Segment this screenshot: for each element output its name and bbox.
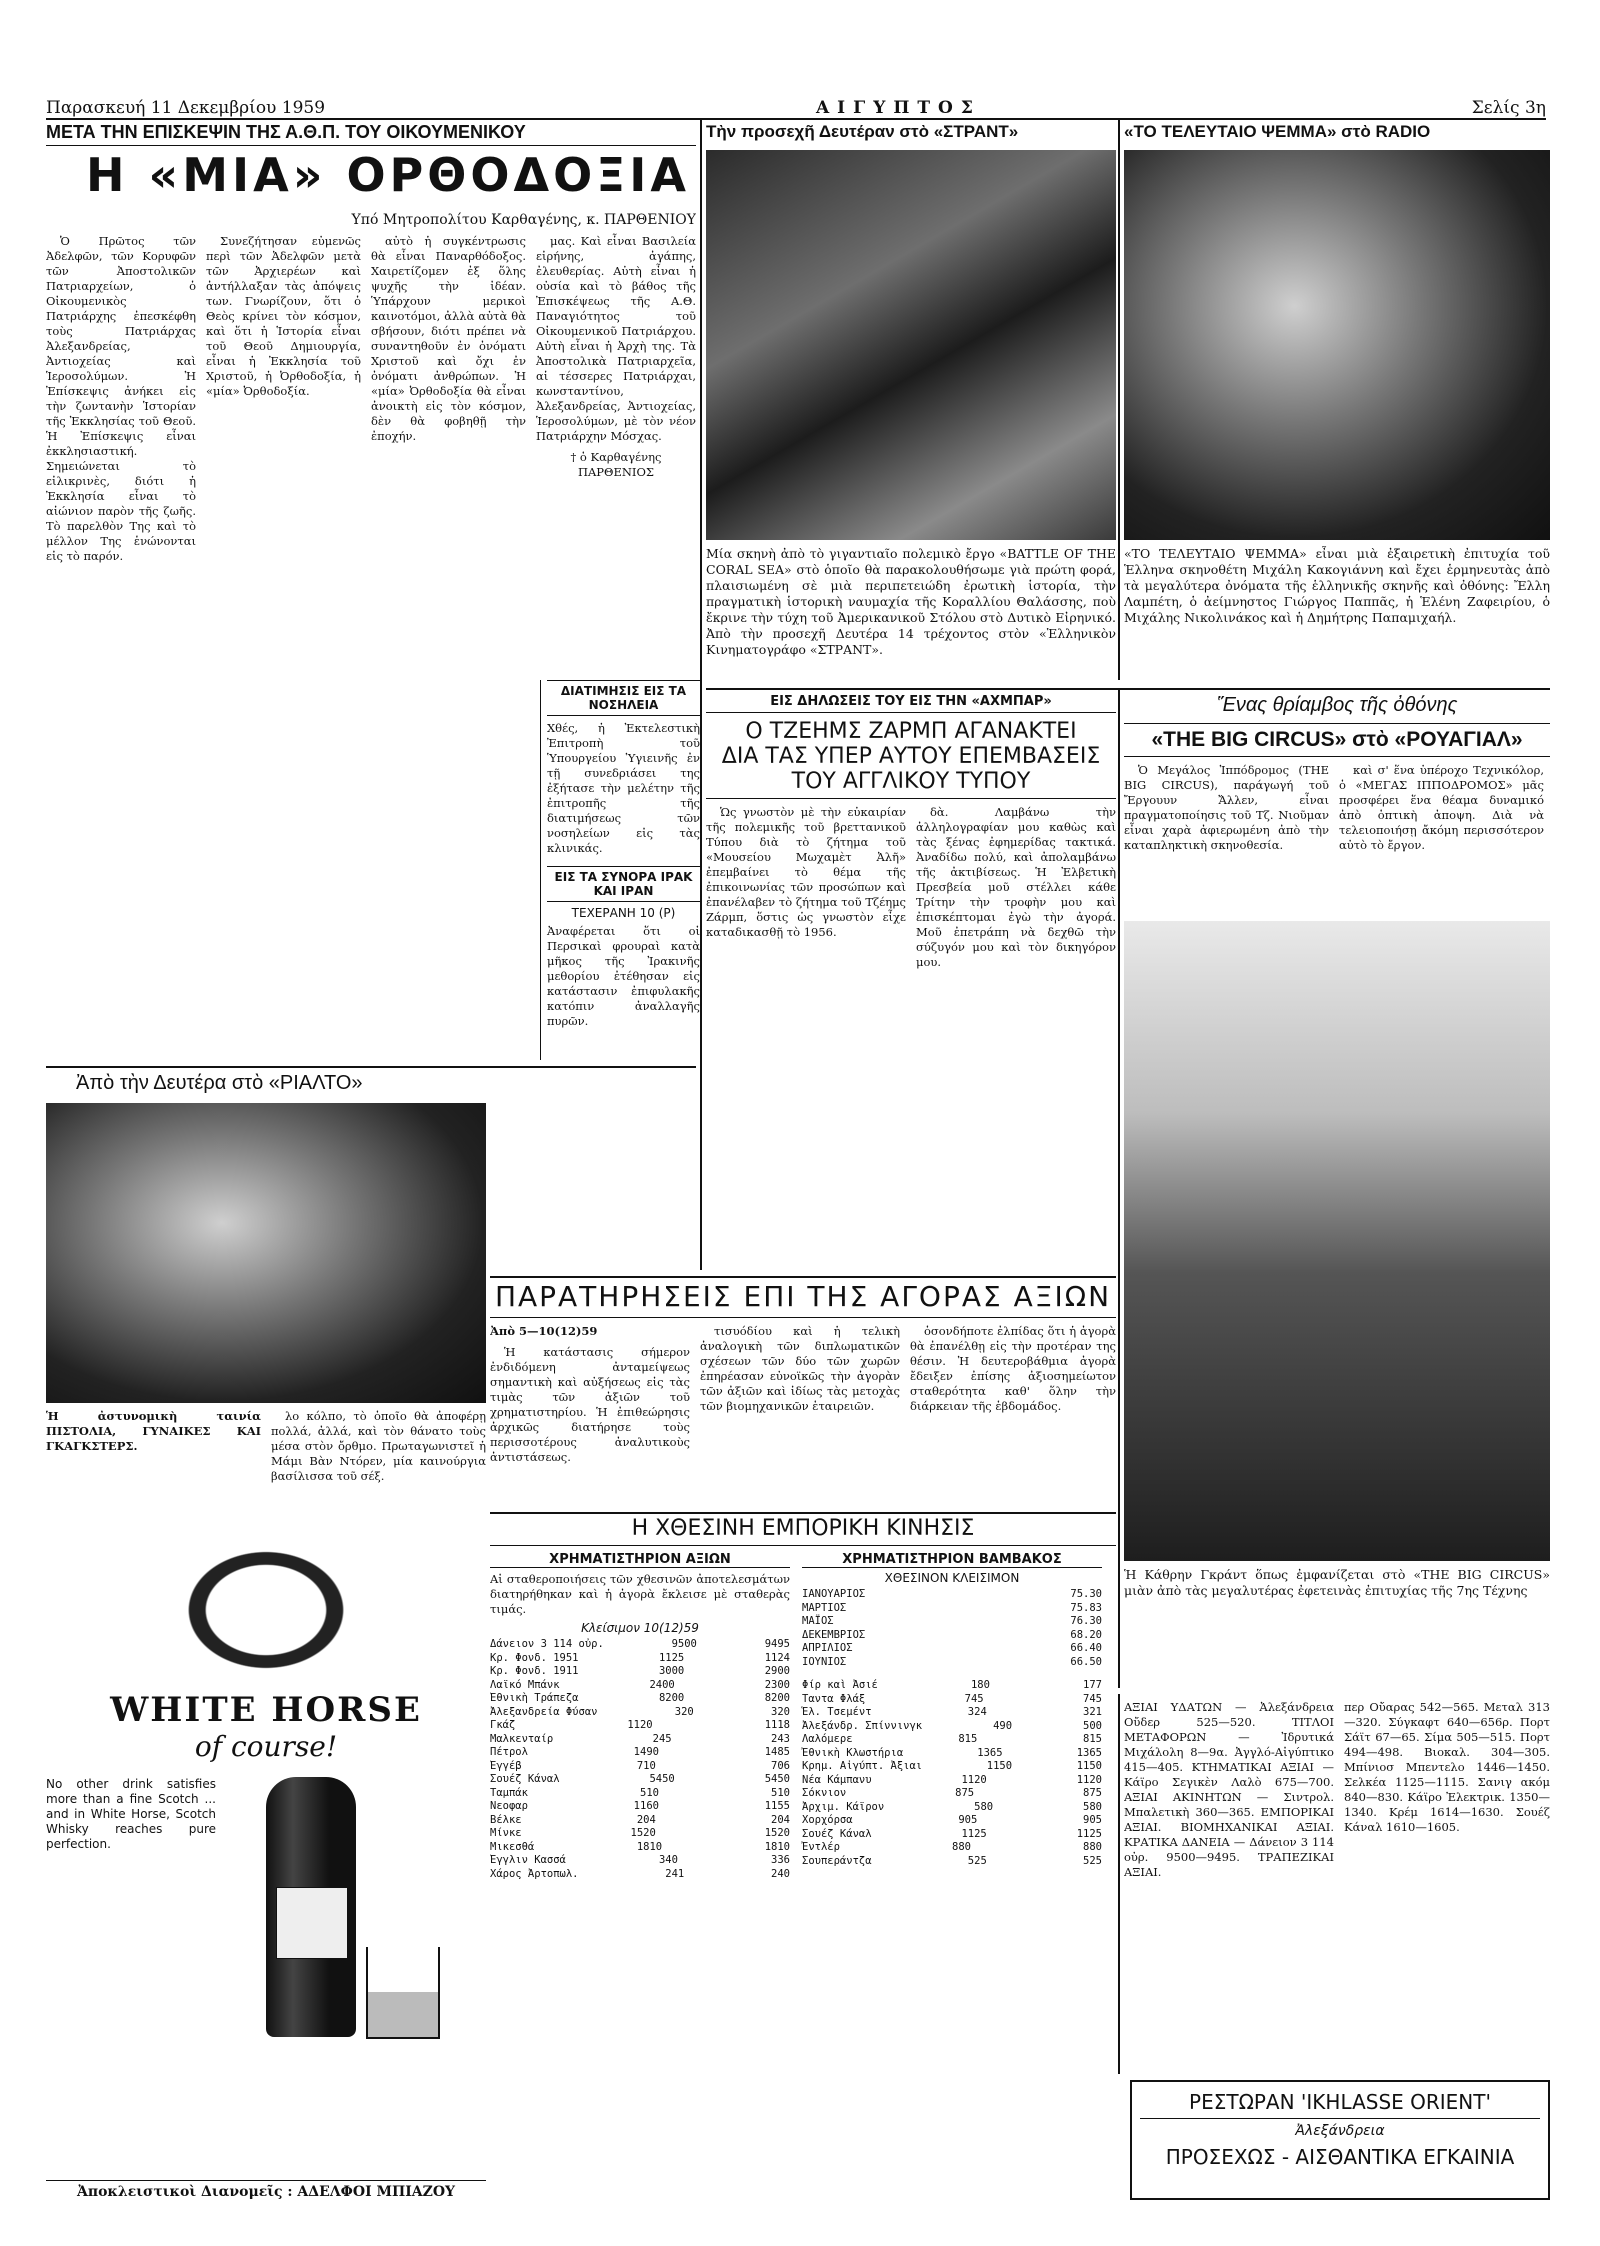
table-cell-value: 510 bbox=[640, 1786, 659, 1799]
bigcircus-photo bbox=[1124, 921, 1550, 1561]
table-row bbox=[490, 1679, 790, 1693]
cotton-exchange bbox=[802, 1552, 1102, 1881]
table-cell-value: 75.30 bbox=[1070, 1588, 1102, 1600]
rialto-caption-2: λο κόλπο, τὸ ὁποῖο θὰ ἀποφέρῃ πολλά, ἀλλά, καὶ τὸν θάνατο τοὺς μέσα στὸν ὄρθμο. Πρωταγωνιστεῖ ἡ Μάμι Βὰν Ντόρεν, μία καινούργια βασίλισσα τοῦ σέξ. bbox=[271, 1409, 486, 1483]
table-cell-value: 1120 bbox=[961, 1773, 987, 1786]
table-cell-value: 9500 bbox=[671, 1638, 697, 1650]
table-row bbox=[490, 1868, 790, 1882]
table-cell-value: 3000 bbox=[658, 1665, 685, 1677]
table-cell-value: 321 bbox=[1083, 1706, 1102, 1718]
table-cell-name: Ἀρχιμ. Κάϊρον bbox=[802, 1800, 885, 1813]
table-row bbox=[802, 1787, 1102, 1801]
table-row bbox=[490, 1746, 790, 1760]
table-cell-name: ΑΠΡΙΛΙΟΣ bbox=[802, 1642, 853, 1654]
zarb-headline-2: ΔΙΑ ΤΑΣ ΥΠΕΡ ΑΥΤΟΥ ΕΠΕΜΒΑΣΕΙΣ bbox=[721, 744, 1101, 769]
rialto-caption-1: Ἡ ἀστυνομικὴ ταινία ΠΙΣΤΟΛΙΑ, ΓΥΝΑΙΚΕΣ ΚΑΙ ΓΚΑΓΚΣΤΕΡΣ. bbox=[46, 1409, 261, 1453]
table-cell-value: 1125 bbox=[961, 1827, 987, 1840]
hospital-fees-text: Χθές, ἡ Ἐκτελεστικὴ Ἐπιτροπὴ τοῦ Ὑπουργείου Ὑγιεινῆς ἐν τῇ συνεδριάσει της ἐξήτασε τὴν μελέτην τῆς ἐπιτροπῆς τῆς διατιμήσεως τῶν νοσηλείων εἰς τὰς κλινικάς. bbox=[547, 721, 700, 855]
market-col-2: τισυόδίου καὶ ἡ τελικὴ ἀναλογικὴ τῶν διπλωματικῶν σχέσεων τῶν δύο τῶν χωρῶν ἐπηρέασαν εὐνοϊκῶς τὴν ἀγορὰν τῶν ἀξιῶν καὶ ἰδίως τὰς μετοχὰς τῶν βιομηχανικῶν ἑταιρειῶν. bbox=[700, 1324, 900, 1413]
table-cell-value: 1485 bbox=[764, 1746, 790, 1758]
restaurant-tagline: ΠΡΟΣΕΧΩΣ - ΑΙΣΘΑΝΤΙΚΑ ΕΓΚΑΙΝΙΑ bbox=[1165, 2145, 1515, 2169]
table-row bbox=[802, 1656, 1102, 1670]
zarb-col-1: Ὡς γνωστὸν μὲ τὴν εὐκαιρίαν τῆς πολεμικῆς τοῦ βρεττανικοῦ Τύπου διὰ τὸ ζήτημα τοῦ «Μουσείου Μωχαμὲτ Ἀλῆ» ἐπεμβαίνει τὸ θέμα τῆς ἐπικοινωνίας τῶν προσώπων καὶ ἐπανέλαβεν τὸ ζήτημα τοῦ Τζέημς Ζάρμπ, ὅστις ὡς γνωστὸν εἶχε καταδικασθῇ τὸ 1956. bbox=[706, 805, 906, 939]
zarb-article bbox=[706, 694, 1116, 1270]
orthodoxy-signature: † ὁ Καρθαγένης ΠΑΡΘΕΝΙΟΣ bbox=[570, 450, 662, 479]
table-cell-value: 1810 bbox=[764, 1840, 790, 1853]
table-cell-name: Νέα Κάμπανυ bbox=[802, 1773, 872, 1786]
table-cell-value: 1365 bbox=[977, 1746, 1003, 1759]
table-cell-value: 320 bbox=[674, 1705, 694, 1718]
whitehorse-glass bbox=[366, 1947, 440, 2039]
table-row bbox=[802, 1629, 1102, 1643]
strand-photo bbox=[706, 150, 1116, 540]
table-cell-name: Χορχόρσα bbox=[802, 1814, 853, 1826]
table-cell-value: 880 bbox=[952, 1841, 971, 1853]
orthodoxy-col-4: μας. Καὶ εἶναι Βασιλεία εἰρήνης, ἀγάπης, ἐλευθερίας. Αὐτὴ εἶναι ἡ οὐσία καὶ τὸ βάθος τῆς Ἐπισκέψεως τῆς Α.Θ. Παναγιότητος τοῦ Οἰκουμενικοῦ Πατριάρχου. Αὐτὴ εἶναι ἡ Ἀρχὴ της. Τὰ Ἀποστολικὰ Πατριαρχεῖα, αἱ τέσσερες Πατριάρχαι, κωνσταντίνου, Ἀλεξανδρείας, Ἀντιοχείας, Ἱεροσολύμων, μὲ τὸν νέον Πατριάρχην Μόσχας. bbox=[536, 234, 696, 443]
restaurant-ad bbox=[1130, 2080, 1550, 2200]
table-cell-name: Μίνκε bbox=[490, 1827, 522, 1839]
stocks-intro: Αἱ σταθεροποιήσεις τῶν χθεσινῶν ἀποτελεσμάτων διατηρήθηκαν καὶ ἡ ἀγορὰ ἔκλεισε μὲ σταθερὰς τιμάς. bbox=[490, 1572, 790, 1616]
orthodoxy-col-2: Συνεζήτησαν εὐμενῶς περὶ τῶν Ἀδελφῶν μετὰ τῶν Ἀρχιερέων καὶ ἀντήλλαξαν τὰς ἀπόψεις των. Γνωρίζουν, ὅτι ὁ Θεὸς κρίνει τὸν κόσμον, καὶ ὅτι ἡ Ἱστορία εἶναι τοῦ Θεοῦ Δημιουργία, εἶναι ἡ Ἐκκλησία τοῦ Χριστοῦ, ἡ Ὀρθοδοξία, ἡ «μία» Ὀρθοδοξία. bbox=[206, 234, 361, 398]
newspaper-title: ΑΙΓΥΠΤΟΣ bbox=[815, 98, 981, 118]
table-row bbox=[802, 1642, 1102, 1656]
table-cell-value: 1365 bbox=[1076, 1746, 1102, 1759]
table-cell-value: 68.20 bbox=[1070, 1628, 1102, 1641]
whitehorse-horse-art bbox=[146, 1520, 386, 1670]
table-cell-name: Σόκνιον bbox=[802, 1787, 847, 1799]
table-cell-value: 1125 bbox=[658, 1651, 685, 1664]
table-cell-value: 1155 bbox=[764, 1800, 790, 1812]
orthodoxy-col-1: Ὁ Πρῶτος τῶν Ἀδελφῶν, τῶν Κορυφῶν τῶν Ἀποστολικῶν Πατριαρχείων, ὁ Οἰκουμενικὸς Πατριάρχης ἐπεσκέφθη τοὺς Πατριάρχας Ἀλεξανδρείας, Ἀντιοχείας καὶ Ἱεροσολύμων. Ἡ Ἐπίσκεψις ἀνήκει εἰς τὴν ζωντανὴν Ἱστορίαν τῆς Ἐκκλησίας τοῦ Θεοῦ. Ἡ Ἐπίσκεψις εἶναι ἐκκλησιαστική. Σημειώνεται τὸ εἰλικρινὲς, διότι ἡ Ἐκκλησία εἶναι τὸ αἰώνιον παρὸν τῆς ζωῆς. Τὸ παρελθὸν Της καὶ τὸ μέλλον Της ἑνώνονται εἰς τὸ παρόν. bbox=[46, 234, 196, 563]
table-row bbox=[490, 1706, 790, 1720]
table-cell-value: 500 bbox=[1083, 1719, 1102, 1732]
table-cell-value: 8200 bbox=[764, 1692, 790, 1704]
stocks-title: ΧΡΗΜΑΤΙΣΤΗΡΙΟΝ ΑΞΙΩΝ bbox=[490, 1552, 790, 1568]
table-row bbox=[802, 1747, 1102, 1761]
table-cell-value: 245 bbox=[652, 1732, 672, 1745]
table-row bbox=[802, 1588, 1102, 1602]
table-cell-name: Ταντα Φλάξ bbox=[802, 1692, 866, 1705]
page-number: Σελίς 3η bbox=[1471, 98, 1546, 118]
market-col-1: Ἡ κατάστασις σήμερον ἐνδιδόμενη ἀνταμείψεως σημαντικὴ καὶ αὐξήσεως εἰς τὰς τιμὰς τῶν ἀξιῶν τοῦ χρηματιστηρίου. Ἡ ἐπιθεώρησις ἀρχικῶς διατήρησε τοὺς περισσοτέρους ἀναλυτικοὺς ἀντιστάσεως. bbox=[490, 1345, 690, 1464]
whitehorse-subtitle: of course! bbox=[194, 1730, 338, 1763]
stocks-subtitle: Κλείσιμον 10(12)59 bbox=[581, 1621, 699, 1635]
bigcircus-article bbox=[1124, 694, 1550, 1694]
radio-caption: «ΤΟ ΤΕΛΕΥΤΑΙΟ ΨΕΜΜΑ» εἶναι μιὰ ἐξαιρετικὴ ἐπιτυχία τοῦ Ἑλληνα σκηνοθέτη Μιχάλη Κακογιάννη καὶ ἔχει ἑρμηνευτὰς ἀπὸ τὰ μεγαλύτερα ὀνόματα τῆς ἑλληνικῆς σκηνῆς καὶ ὀθόνης: Ἔλλη Λαμπέτη, ὁ ἀείμνηστος Γιώργος Παππᾶς, ἡ Ἑλένη Ζαφειρίου, ὁ Μιχάλης Νικολινάκος καὶ ἡ Δημήτρης Παπαμιχαήλ. bbox=[1124, 546, 1550, 625]
table-cell-value: 5450 bbox=[764, 1773, 790, 1785]
table-cell-value: 875 bbox=[1083, 1787, 1102, 1799]
table-cell-name: Ἀλεξάνδρ. Σπίννινγκ bbox=[802, 1719, 923, 1732]
table-cell-value: 320 bbox=[771, 1705, 790, 1718]
bigcircus-caption: Ἡ Κάθρην Γκράντ ὅπως ἐμφανίζεται στὸ «THE BIG CIRCUS» μιὰν ἀπὸ τὰς μεγαλυτέρας ἐφετεινὰς ἐπιτυχίας τῆς 7ης Τέχνης bbox=[1124, 1567, 1550, 1598]
table-row bbox=[802, 1720, 1102, 1734]
table-cell-value: 177 bbox=[1083, 1679, 1102, 1691]
table-cell-value: 580 bbox=[1083, 1800, 1102, 1813]
table-cell-value: 815 bbox=[1083, 1733, 1102, 1745]
table-row bbox=[490, 1827, 790, 1841]
cotton-prices-table bbox=[802, 1679, 1102, 1868]
table-cell-name: Πέτρολ bbox=[490, 1746, 528, 1758]
table-cell-value: 324 bbox=[967, 1706, 987, 1718]
table-cell-name: Ἐγγέβ bbox=[490, 1759, 522, 1772]
restaurant-name: ΡΕΣΤΩΡΑΝ 'IKHLASSE ORIENT' bbox=[1140, 2090, 1540, 2119]
table-cell-name: ΜΑΡΤΙΟΣ bbox=[802, 1601, 847, 1614]
table-cell-value: 8200 bbox=[658, 1692, 685, 1704]
table-cell-value: 525 bbox=[967, 1854, 987, 1867]
table-cell-name: ΙΟΥΝΙΟΣ bbox=[802, 1655, 847, 1668]
bigcircus-col-2: καὶ σ' ἕνα ὑπέροχο Τεχνικόλορ, ὁ «ΜΕΓΑΣ ΙΠΠΟΔΡΟΜΟΣ» μᾶς προσφέρει ἕνα θέαμα δυναμικό ἀπὸ ὁπτικὴ ἀποψη. Διὰ νὰ τελειοποιήσῃ ἄκόμη περισσότερον αὐτὸ τὸ ἔργον. bbox=[1339, 763, 1544, 852]
table-row bbox=[490, 1841, 790, 1855]
table-cell-value: 1490 bbox=[633, 1746, 659, 1758]
table-row bbox=[802, 1814, 1102, 1828]
table-cell-name: ΔΕΚΕΜΒΡΙΟΣ bbox=[802, 1628, 866, 1641]
table-cell-value: 2900 bbox=[764, 1665, 790, 1677]
table-cell-name: Κρημ. Αἰγύπτ. Ἀξιαι bbox=[802, 1760, 923, 1772]
table-cell-value: 1120 bbox=[627, 1719, 653, 1731]
table-cell-value: 1810 bbox=[636, 1840, 663, 1853]
table-row bbox=[802, 1602, 1102, 1616]
radio-photo bbox=[1124, 150, 1550, 540]
table-row bbox=[802, 1855, 1102, 1869]
table-cell-value: 525 bbox=[1083, 1854, 1102, 1867]
table-cell-value: 1150 bbox=[1076, 1760, 1102, 1772]
table-cell-name: Κρ. Φονδ. 1951 bbox=[490, 1651, 579, 1664]
table-cell-name: Ταμπάκ bbox=[490, 1786, 528, 1799]
table-cell-name: Δάνειον 3 114 οὐρ. bbox=[490, 1638, 604, 1650]
table-cell-value: 340 bbox=[658, 1854, 678, 1866]
table-cell-value: 875 bbox=[955, 1787, 975, 1799]
table-cell-value: 1118 bbox=[764, 1719, 790, 1731]
table-cell-value: 580 bbox=[974, 1800, 994, 1813]
table-row bbox=[490, 1854, 790, 1868]
table-cell-name: Ἐγγλιν Κασσά bbox=[490, 1854, 566, 1866]
values-col-2: περ Οὔαρας 542—565. Μεταλ 313—320. Σύγκαφτ 640—656ρ. Πορτ Σάϊτ 67—65. Σίμα 505—515. Πορτ 494—498. Βιοκαλ. 304—305. Μπίνιοσ Μπεντελο 1446—1450. Σελκέα 1125—1115. Σανιγ ακόμ 840—830. Κάϊρο Ἐλεκτρικ. 1350—1340. Κρέμ 1614—1630. Σουέζ Κάναλ 1610—1605. bbox=[1344, 1700, 1550, 1834]
table-cell-value: 1520 bbox=[764, 1827, 790, 1839]
table-cell-name: Βέλκε bbox=[490, 1813, 522, 1826]
table-row bbox=[802, 1693, 1102, 1707]
zarb-kicker: ΕΙΣ ΔΗΛΩΣΕΙΣ ΤΟΥ ΕΙΣ ΤΗΝ «ΑΧΜΠΑΡ» bbox=[706, 694, 1116, 713]
market-col-3: ὁσονδήποτε ἐλπίδας ὅτι ἡ ἀγορὰ θὰ ἐπανέλθῃ εἰς τὴν προτέραν της θέσιν. Ἡ δευτεροβάθμια ἀγορὰ ἔδειξεν ἐπίσης ἀξιοσημείωτον σταθερότητα καθ' ὅλην τὴν διάρκειαν τῆς ἑβδομάδος. bbox=[910, 1324, 1116, 1413]
table-cell-name: Χάρος Ἀρτοπωλ. bbox=[490, 1867, 579, 1880]
table-cell-value: 336 bbox=[771, 1854, 790, 1866]
table-cell-value: 75.83 bbox=[1070, 1601, 1102, 1614]
bigcircus-headline: «THE BIG CIRCUS» στὸ «ΡΟΥΑΓΙΑΛ» bbox=[1124, 723, 1550, 757]
market-headline: ΠΑΡΑΤΗΡΗΣΕΙΣ ΕΠΙ ΤΗΣ ΑΓΟΡΑΣ ΑΞΙΩΝ bbox=[490, 1280, 1116, 1318]
table-cell-value: 66.40 bbox=[1070, 1642, 1102, 1654]
table-cell-value: 241 bbox=[665, 1867, 685, 1880]
commerce-section bbox=[490, 1516, 1116, 2216]
bigcircus-kicker: Ἕνας θρίαμβος τῆς ὀθόνης bbox=[1216, 694, 1458, 716]
table-cell-name: Κρ. Φονδ. 1911 bbox=[490, 1665, 579, 1677]
table-cell-value: 1125 bbox=[1076, 1827, 1102, 1840]
table-cell-value: 490 bbox=[993, 1719, 1013, 1732]
table-cell-name: ΜΑΪΟΣ bbox=[802, 1615, 834, 1627]
table-cell-value: 9495 bbox=[764, 1638, 790, 1650]
whitehorse-blurb: No other drink satisfies more than a fine Scotch ... and in White Horse, Scotch Whisky reaches pure perfection. bbox=[46, 1777, 216, 1851]
cotton-title: ΧΡΗΜΑΤΙΣΤΗΡΙΟΝ ΒΑΜΒΑΚΟΣ bbox=[802, 1552, 1102, 1568]
table-row bbox=[802, 1760, 1102, 1774]
table-cell-value: 710 bbox=[636, 1759, 656, 1772]
whitehorse-title: WHITE HORSE bbox=[110, 1690, 422, 1730]
table-row bbox=[802, 1615, 1102, 1629]
table-row bbox=[490, 1719, 790, 1733]
table-row bbox=[802, 1774, 1102, 1788]
zarb-col-2: δὰ. Λαμβάνω τὴν ἀλληλογραφίαν μου καθὼς καὶ τὰς ξένας ἐφημερίδας τακτικά. Ἀναδίδω πολύ, καὶ ἀπολαμβάνω τῆς ἀκτιβίσεως. Ἡ Ἐλβετικὴ Πρεσβεία μοῦ στέλλει κάθε Τρίτην τὴν τροφὴν μου καὶ ἐπισκέπτομαι ἐγὼ τὴν ἀγορά. Μοῦ ἐπετράπη νὰ δεχθῶ τὴν σύζυγόν μου καὶ τὸν δικηγόρον μου. bbox=[916, 805, 1116, 969]
table-cell-value: 5450 bbox=[649, 1773, 675, 1785]
table-cell-value: 1124 bbox=[764, 1651, 790, 1664]
zarb-headline-3: ΤΟΥ ΑΓΓΛΙΚΟΥ ΤΥΠΟΥ bbox=[706, 769, 1116, 799]
table-cell-name: Ἐθνικὴ Τράπεζα bbox=[490, 1692, 579, 1704]
rialto-kicker: Ἀπὸ τὴν Δευτέρα στὸ «ΡΙΑΛΤΟ» bbox=[76, 1072, 363, 1094]
table-row bbox=[490, 1773, 790, 1787]
zarb-headline-1: Ο ΤΖΕΗΜΣ ΖΑΡΜΠ ΑΓΑΝΑΚΤΕΙ bbox=[745, 719, 1077, 744]
table-row bbox=[490, 1638, 790, 1652]
table-row bbox=[490, 1787, 790, 1801]
tehran-dateline: ΤΕΧΕΡΑΝΗ 10 (Ρ) bbox=[571, 906, 676, 920]
table-cell-name: ΙΑΝΟΥΑΡΙΟΣ bbox=[802, 1588, 866, 1600]
values-section bbox=[1124, 1700, 1550, 2070]
table-cell-value: 2300 bbox=[764, 1678, 790, 1691]
table-cell-value: 880 bbox=[1083, 1841, 1102, 1853]
table-row bbox=[490, 1733, 790, 1747]
table-cell-value: 180 bbox=[970, 1679, 990, 1691]
table-cell-value: 706 bbox=[771, 1759, 790, 1772]
table-cell-name: Λαϊκό Μπάνκ bbox=[490, 1678, 560, 1691]
table-cell-value: 815 bbox=[958, 1733, 978, 1745]
table-row bbox=[802, 1828, 1102, 1842]
table-row bbox=[490, 1814, 790, 1828]
table-cell-name: Μικεσθά bbox=[490, 1840, 535, 1853]
table-cell-value: 66.50 bbox=[1070, 1655, 1102, 1668]
cotton-table bbox=[802, 1588, 1102, 1669]
commerce-headline: Η ΧΘΕΣΙΝΗ ΕΜΠΟΡΙΚΗ ΚΙΝΗΣΙΣ bbox=[490, 1516, 1116, 1546]
table-cell-value: 2400 bbox=[649, 1678, 675, 1691]
table-row bbox=[802, 1706, 1102, 1720]
orthodoxy-headline: Η «ΜΙΑ» ΟΡΘΟΔΟΞΙΑ bbox=[86, 148, 690, 202]
issue-date: Παρασκευή 11 Δεκεμβρίου 1959 bbox=[46, 98, 326, 118]
market-dateline: Ἀπὸ 5—10(12)59 bbox=[490, 1324, 598, 1338]
table-cell-name: Μαλκενταίρ bbox=[490, 1732, 554, 1745]
iraq-iran-text: Ἀναφέρεται ὅτι οἱ Περσικαὶ φρουραὶ κατὰ μῆκος τῆς Ἰρακινῆς μεθορίου ἐτέθησαν εἰς κατάστασιν ἐπιφυλακῆς κατόπιν ἀναλλαγῆς πυρῶν. bbox=[547, 924, 700, 1028]
strand-kicker: Τὴν προσεχῆ Δευτέραν στὸ «ΣΤΡΑΝΤ» bbox=[706, 122, 1019, 141]
strand-caption: Μία σκηνὴ ἀπὸ τὸ γιγαντιαῖο πολεμικὸ ἔργο «BATTLE OF THE CORAL SEA» στὸ ὁποῖο θὰ παρακολουθήσωμε γιὰ πρώτη φορά, πλαισιωμένη σὲ μιὰ περιπετειώδη ἐρωτικὴ ἱστορία, τὴν πραγματικὴ ἱστορικὴ ναυμαχία τῆς Κοραλλίου Θαλάσσης, ποὺ ἔκρινε τὴν τύχη τοῦ Ἀμερικανικοῦ Στόλου στὸ Δυτικὸ Εἰρηνικό. Ἀπὸ τὴν προσεχῆ Δευτέρα 14 τρέχοντος στὸν «Ἑλληνικὸν Κινηματογράφο «ΣΤΡΑΝΤ». bbox=[706, 546, 1116, 657]
whitehorse-bottle bbox=[266, 1777, 356, 2037]
table-cell-value: 905 bbox=[1083, 1814, 1102, 1826]
table-cell-value: 240 bbox=[771, 1867, 790, 1880]
whitehorse-ad bbox=[46, 1520, 486, 2200]
table-cell-name: Φίρ καὶ Ἀσιέ bbox=[802, 1679, 878, 1691]
restaurant-city: Ἀλεξάνδρεια bbox=[1295, 2123, 1385, 2139]
table-row bbox=[490, 1692, 790, 1706]
table-cell-name: Γκάζ bbox=[490, 1719, 516, 1731]
table-cell-value: 1150 bbox=[986, 1760, 1013, 1772]
table-cell-value: 243 bbox=[771, 1732, 790, 1745]
orthodoxy-col-3: αὐτὸ ἡ συγκέντρωσις θὰ εἶναι Παναρθόδοξος. Χαιρετίζομεν ἐξ ὅλης ψυχῆς τὴν ἰδέαν. Ὑπάρχουν μερικοὶ καινοτόμοι, ἀλλὰ αὐτὰ θὰ σβήσουν, διότι πρέπει νὰ συναντηθοῦν ἐν ὀνόματι Χριστοῦ καὶ ὄχι ἐν ὀνόματι ἀνθρώπων. Ἡ «μία» Ὀρθοδοξία θὰ εἶναι ἀνοικτὴ εἰς τὸν κόσμον, δὲν θὰ φοβηθῇ τὴν ἐποχήν. bbox=[371, 234, 526, 443]
table-cell-name: Ἐθνικὴ Κλωστήρια bbox=[802, 1746, 904, 1759]
table-row bbox=[802, 1801, 1102, 1815]
radio-block bbox=[1124, 122, 1550, 682]
table-cell-value: 745 bbox=[964, 1692, 984, 1705]
table-cell-name: Ἀλεξανδρεία Φύσαν bbox=[490, 1705, 598, 1718]
orthodoxy-kicker: ΜΕΤΑ ΤΗΝ ΕΠΙΣΚΕΨΙΝ ΤΗΣ Α.Θ.Π. ΤΟΥ ΟΙΚΟΥΜΕΝΙΚΟΥ bbox=[46, 122, 696, 146]
hospital-fees-headline: ΔΙΑΤΙΜΗΣΙΣ ΕΙΣ ΤΑ ΝΟΣΗΛΕΙΑ bbox=[547, 680, 700, 716]
table-row bbox=[802, 1733, 1102, 1747]
table-cell-name: Σουπεράντζα bbox=[802, 1854, 872, 1867]
radio-kicker: «ΤΟ ΤΕΛΕΥΤΑΙΟ ΨΕΜΜΑ» στὸ RADIO bbox=[1124, 122, 1431, 141]
table-cell-value: 76.30 bbox=[1070, 1615, 1102, 1627]
masthead bbox=[46, 92, 1546, 120]
table-cell-value: 204 bbox=[771, 1813, 790, 1826]
bigcircus-col-1: Ὁ Μεγάλος Ἱππόδρομος (THE BIG CIRCUS), παράγωγή τοῦ Ἔργουυν Ἄλλεν, εἶναι πραγματοποίησις τοῦ Τζ. Νιοῦμαν εἶναι χαρὰ ἀφιερωμένη ἀπὸ τὴν καταπληκτικὴ σκηνοθεσία. bbox=[1124, 763, 1329, 852]
table-cell-value: 745 bbox=[1083, 1692, 1102, 1705]
table-cell-value: 1520 bbox=[630, 1827, 656, 1839]
table-cell-value: 1120 bbox=[1076, 1773, 1102, 1786]
table-row bbox=[802, 1841, 1102, 1855]
whitehorse-distributor: Ἀποκλειστικοὶ Διανομεῖς : ΑΔΕΛΦΟΙ ΜΠΙΑΖΟΥ bbox=[46, 2180, 486, 2200]
table-row bbox=[490, 1760, 790, 1774]
cotton-subtitle: ΧΘΕΣΙΝΟΝ ΚΛΕΙΣΙΜΟΝ bbox=[884, 1571, 1020, 1585]
table-cell-name: Λαλόμερε bbox=[802, 1733, 853, 1745]
table-row bbox=[490, 1652, 790, 1666]
iraq-iran-headline: ΕΙΣ ΤΑ ΣΥΝΟΡΑ ΙΡΑΚ ΚΑΙ ΙΡΑΝ bbox=[547, 866, 700, 902]
table-row bbox=[490, 1665, 790, 1679]
table-cell-name: Σουέζ Κάναλ bbox=[490, 1773, 560, 1785]
table-cell-name: Ἑλ. Τσεμέντ bbox=[802, 1706, 872, 1718]
rialto-block bbox=[46, 1072, 486, 1512]
stocks-table bbox=[490, 1638, 790, 1881]
news-briefs bbox=[540, 680, 700, 1060]
table-cell-value: 1160 bbox=[633, 1800, 659, 1812]
rialto-photo bbox=[46, 1103, 486, 1403]
table-row bbox=[802, 1679, 1102, 1693]
table-cell-name: Σουέζ Κάναλ bbox=[802, 1827, 872, 1840]
table-cell-value: 905 bbox=[958, 1814, 978, 1826]
table-row bbox=[490, 1800, 790, 1814]
stock-exchange bbox=[490, 1552, 790, 1881]
table-cell-name: Νεοφαρ bbox=[490, 1800, 528, 1812]
table-cell-value: 510 bbox=[771, 1786, 790, 1799]
market-article bbox=[490, 1280, 1116, 1510]
table-cell-value: 204 bbox=[636, 1813, 656, 1826]
orthodoxy-byline: Υπό Μητροπολίτου Καρθαγένης, κ. ΠΑΡΘΕΝΙΟΥ bbox=[351, 212, 696, 228]
values-col-1: ΑΞΙΑΙ ΥΔΑΤΩΝ — Ἀλεξάνδρεια Οὔδερ 525—520. ΤΙΤΛΟΙ ΜΕΤΑΦΟΡΩΝ — Ἰδρυτικά Μιχάλολη 8—9α. Ἀγγλό-Αἰγύπτικο 415—405. ΚΤΗΜΑΤΙΚΑΙ ΑΞΙΑΙ — Κάϊρο Σεγικὲν Λαλὸ 675—700. ΑΞΙΑΙ ΑΚΙΝΗΤΩΝ — Σιντρολ. Μπαλετικὴ 360—365. ΕΜΠΟΡΙΚΑΙ ΑΞΙΑΙ. ΒΙΟΜΗΧΑΝΙΚΑΙ ΑΞΙΑΙ. ΚΡΑΤΙΚΑ ΔΑΝΕΙΑ — Δάνειον 3 114 οὐρ. 9500—9495. ΤΡΑΠΕΖΙΚΑΙ ΑΞΙΑΙ. bbox=[1124, 1700, 1334, 1879]
table-cell-name: Ἐντλέρ bbox=[802, 1841, 840, 1853]
strand-block bbox=[706, 122, 1116, 682]
